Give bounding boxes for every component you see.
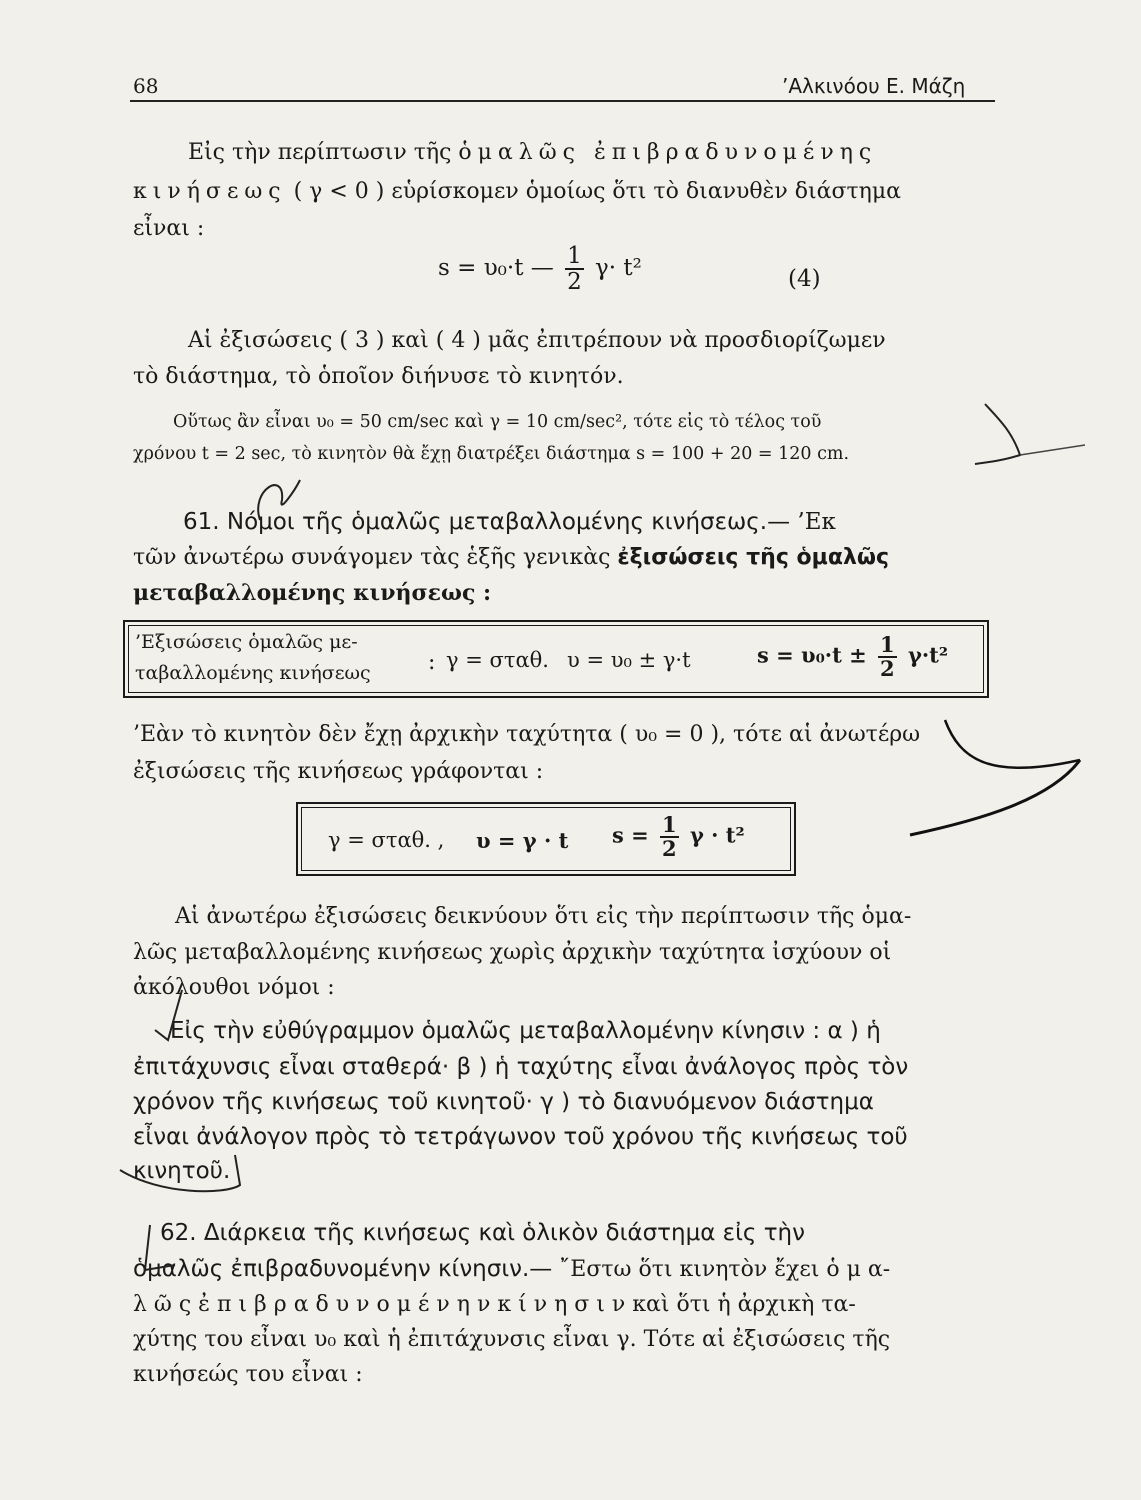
- para3-line-2: ἐξισώσεις τῆς κινήσεως γράφονται :: [133, 759, 544, 784]
- section-62-margin-mark: [145, 1225, 175, 1270]
- section-62-title-line-1: Διάρκεια τῆς κινήσεως καὶ ὁλικὸν διάστημα εἰς τὴν: [203, 1220, 805, 1246]
- example-end-checkmark: [975, 404, 1020, 464]
- box1-eq-distance-rhs: γ·t²: [907, 642, 949, 668]
- section-61-line-3: μεταβαλλομένης κινήσεως :: [133, 580, 492, 606]
- para2-line-2: τὸ διάστημα, τὸ ὁποῖον διήνυσε τὸ κινητόν.: [133, 364, 624, 389]
- para4-line-2: λῶς μεταβαλλομένης κινήσεως χωρὶς ἀρχικὴν ταχύτητα ἰσχύουν οἱ: [133, 940, 892, 965]
- section-62-number: 62.: [160, 1220, 197, 1246]
- box1-colon: :: [428, 650, 436, 675]
- box1-eq-gamma: γ = σταθ.: [446, 648, 549, 672]
- section-62-line-5: κινήσεώς του εἶναι :: [133, 1362, 363, 1387]
- running-head-author: ’Αλκινόου Ε. Μάζη: [782, 74, 966, 98]
- box2-numerator: 1: [662, 812, 677, 837]
- equation-4-label: (4): [788, 266, 821, 292]
- section-61-text-2b: ἐξισώσεις τῆς ὁμαλῶς: [617, 545, 890, 570]
- intro-text-2b: ( γ < 0 ) εὑρίσκομεν ὁμοίως ὅτι τὸ διανυθὲν διάστημα: [293, 179, 901, 204]
- example-line-1: Οὕτως ἂν εἶναι υ₀ = 50 cm/sec καὶ γ = 10 cm/sec², τότε εἰς τὸ τέλος τοῦ: [173, 412, 822, 432]
- section-61-text-2a: τῶν ἀνωτέρω συνάγομεν τὰς ἑξῆς γενικὰς: [133, 545, 611, 570]
- para4-line-1: Αἱ ἀνωτέρω ἐξισώσεις δεικνύουν ὅτι εἰς τὴν περίπτωσιν τῆς ὁμα-: [175, 904, 912, 929]
- para3-line-1: ’Εὰν τὸ κινητὸν δὲν ἔχῃ ἀρχικὴν ταχύτητα ( υ₀ = 0 ), τότε αἱ ἀνωτέρω: [133, 722, 921, 747]
- box2-denominator: 2: [662, 836, 677, 862]
- eq4-numerator: 1: [567, 243, 582, 269]
- laws-line-5: κινητοῦ.: [133, 1158, 231, 1184]
- intro-text-1b: ὁμαλῶς ἐπιβραδυνομένης: [458, 140, 878, 165]
- para4-line-3: ἀκόλουθοι νόμοι :: [133, 975, 335, 1000]
- eq4-denominator: 2: [567, 269, 582, 296]
- example-line-2: χρόνου t = 2 sec, τὸ κινητὸν θὰ ἔχῃ διατρέξει διάστημα s = 100 + 20 = 120 cm.: [133, 444, 850, 464]
- section-61-title: Νόμοι τῆς ὁμαλῶς μεταβαλλομένης κινήσεως.—: [226, 509, 791, 535]
- box2-eq-distance-lhs: s =: [612, 822, 649, 848]
- margin-long-stroke: [910, 760, 1080, 835]
- page-number: 68: [133, 74, 159, 98]
- section-61-scribble: [258, 480, 300, 520]
- section-62-line-4: χύτης του εἶναι υ₀ καὶ ἡ ἐπιτάχυνσις εἶναι γ. Τότε αἱ ἐξισώσεις τῆς: [133, 1327, 891, 1352]
- box2-eq-gamma: γ = σταθ. ,: [328, 828, 445, 852]
- box1-eq-distance-lhs: s = υ₀·t ±: [757, 642, 867, 668]
- box1-eq-velocity: υ = υ₀ ± γ·t: [567, 648, 691, 672]
- margin-bracket-mark: [945, 720, 1080, 768]
- intro-text-2a: κινήσεως: [133, 179, 287, 204]
- section-61-number: 61.: [183, 509, 220, 535]
- section-62-title-line-2: ὁμαλῶς ἐπιβραδυνομένην κίνησιν.—: [133, 1256, 553, 1282]
- laws-line-4: εἶναι ἀνάλογον πρὸς τὸ τετράγωνον τοῦ χρόνου τῆς κινήσεως τοῦ: [133, 1124, 908, 1150]
- box1-denominator: 2: [880, 656, 895, 682]
- box2-eq-velocity: υ = γ · t: [476, 828, 569, 853]
- laws-line-3: χρόνον τῆς κινήσεως τοῦ κινητοῦ· γ ) τὸ διανυόμενον διάστημα: [133, 1089, 874, 1115]
- eq4-rhs: γ· t²: [595, 255, 642, 282]
- example-end-arrow-stroke: [1020, 445, 1085, 455]
- box1-label-line-2: ταβαλλομένης κινήσεως: [135, 662, 371, 684]
- section-62-text-2: ῎Εστω ὅτι κινητὸν ἔχει ὁ μ α-: [559, 1257, 891, 1282]
- box2-eq-distance-rhs: γ · t²: [689, 822, 745, 848]
- eq4-lhs: s = υ₀·t —: [438, 255, 554, 282]
- para2-line-1: Αἱ ἐξισώσεις ( 3 ) καὶ ( 4 ) μᾶς ἐπιτρέπουν νὰ προσδιορίζωμεν: [188, 328, 886, 353]
- section-62-line-3: λ ῶ ς ἐ π ι β ρ α δ υ ν ο μ έ ν η ν κ ί ν η σ ι ν καὶ ὅτι ἡ ἀρχικὴ τα-: [133, 1292, 856, 1317]
- section-61-tail: ’Εκ: [797, 509, 836, 535]
- intro-line-3: εἶναι :: [133, 216, 205, 241]
- laws-line-1: Εἰς τὴν εὐθύγραμμον ὁμαλῶς μεταβαλλομένην κίνησιν : α ) ἡ: [170, 1018, 881, 1044]
- laws-end-curl: [120, 1155, 240, 1191]
- box1-label-line-1: ’Εξισώσεις ὁμαλῶς με-: [135, 631, 358, 653]
- intro-text-1a: Εἰς τὴν περίπτωσιν τῆς: [188, 140, 452, 165]
- box1-numerator: 1: [880, 632, 895, 657]
- laws-margin-check: [155, 990, 182, 1040]
- laws-line-2: ἐπιτάχυνσις εἶναι σταθερά· β ) ἡ ταχύτης εἶναι ἀνάλογος πρὸς τὸν: [133, 1054, 909, 1080]
